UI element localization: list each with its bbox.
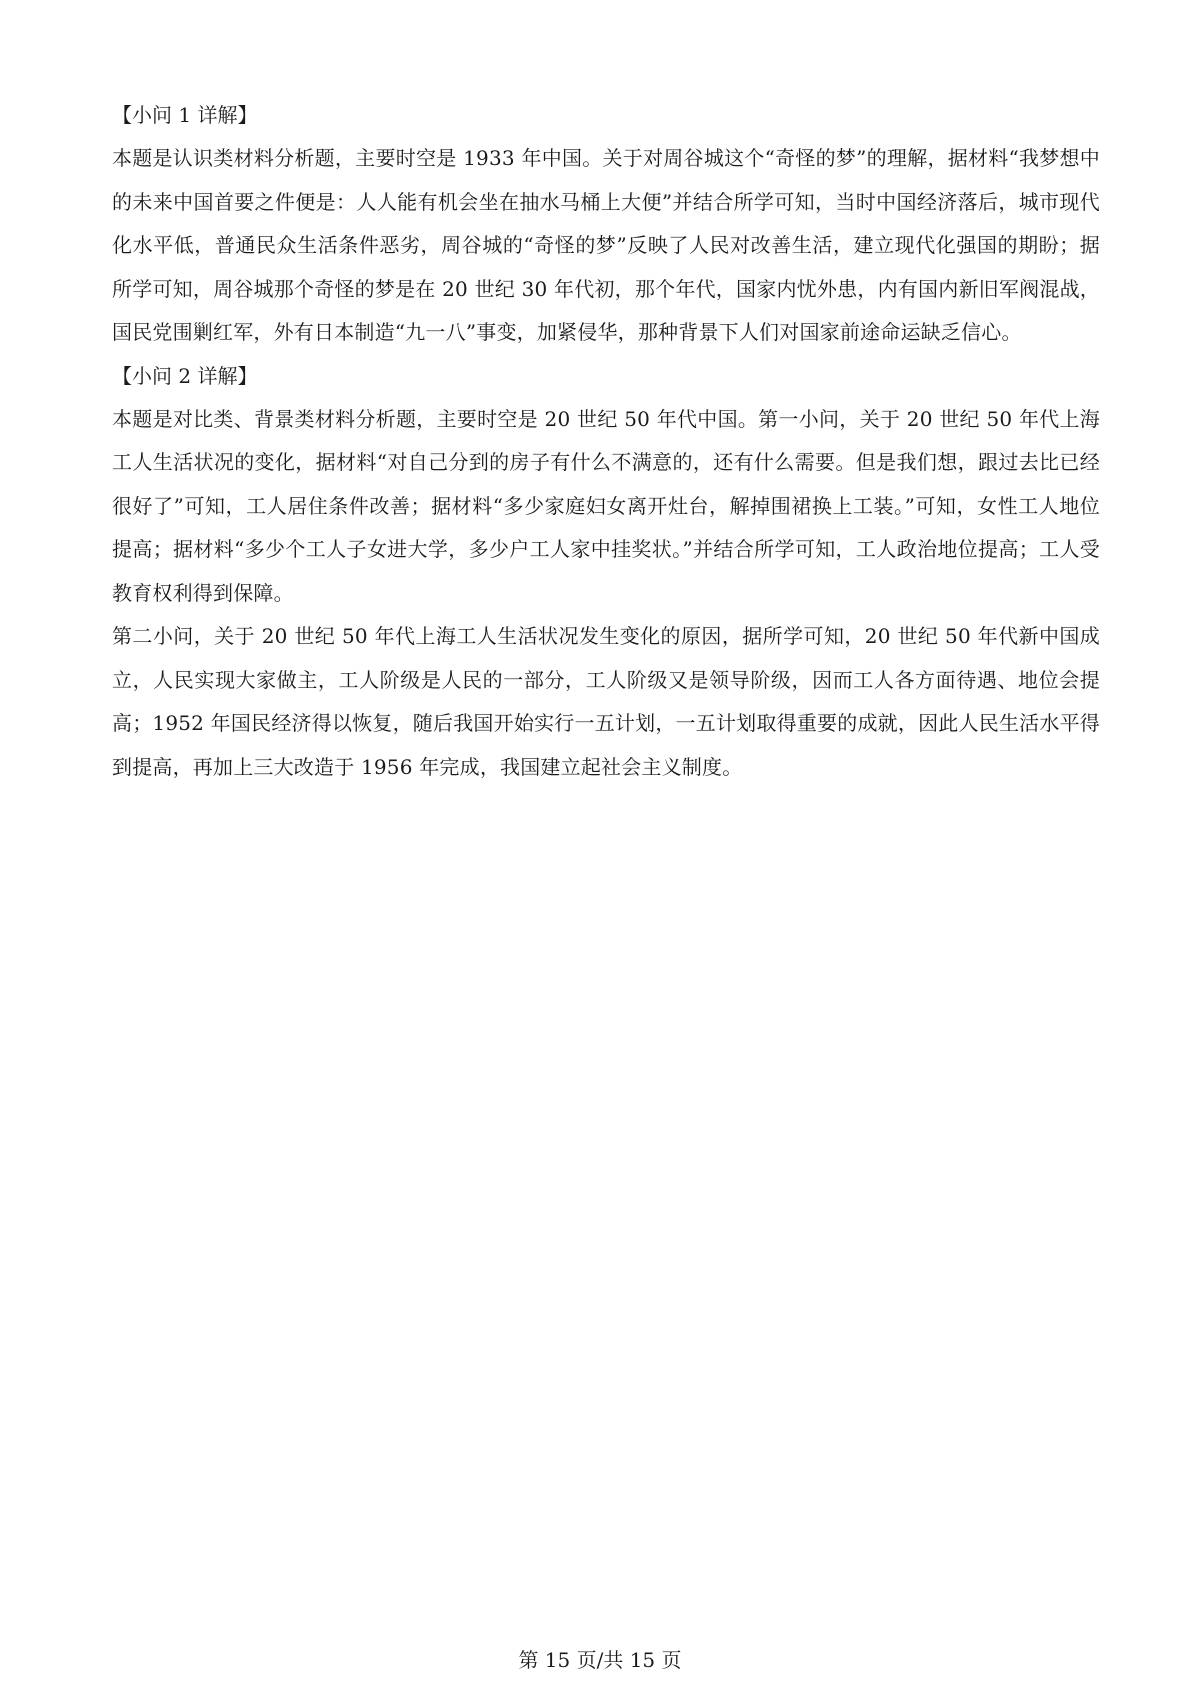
document-body xyxy=(112,94,1100,789)
paragraph: 本题是对比类、背景类材料分析题，主要时空是 20 世纪 50 年代中国。第一小问，关于 20 世纪 50 年代上海工人生活状况的变化，据材料“对自己分到的房子有什么不满意的，还有什么需要。但是我们想，跟过去比已经很好了”可知，工人居住条件改善；据材料“多少家庭妇女离开灶台，解掉围裙换上工装。”可知，女性工人地位提高；据材料“多少个工人子女进大学，多少户工人家中挂奖状。”并结合所学可知，工人政治地位提高；工人受教育权利得到保障。 xyxy=(112,406,1100,605)
paragraph: 第二小问，关于 20 世纪 50 年代上海工人生活状况发生变化的原因，据所学可知，20 世纪 50 年代新中国成立，人民实现大家做主，工人阶级是人民的一部分，工人阶级又是领导阶级，因而工人各方面待遇、地位会提高；1952 年国民经济得以恢复，随后我国开始实行一五计划，一五计划取得重要的成就，因此人民生活水平得到提高，再加上三大改造于 1956 年完成，我国建立起社会主义制度。 xyxy=(112,624,1100,779)
paragraph: 本题是认识类材料分析题，主要时空是 1933 年中国。关于对周谷城这个“奇怪的梦”的理解，据材料“我梦想中的未来中国首要之件便是：人人能有机会坐在抽水马桶上大便”并结合所学可知，当时中国经济落后，城市现代化水平低，普通民众生活条件恶劣，周谷城的“奇怪的梦”反映了人民对改善生活，建立现代化强国的期盼；据所学可知，周谷城那个奇怪的梦是在 20 世纪 30 年代初，那个年代，国家内忧外患，内有国内新旧军阀混战，国民党围剿红军，外有日本制造“九一八”事变，加紧侵华，那种背景下人们对国家前途命运缺乏信心。 xyxy=(112,146,1100,344)
section-heading-q2: 【小问 2 详解】 xyxy=(112,363,258,388)
page-number-footer: 第 15 页/共 15 页 xyxy=(518,1648,682,1672)
section-heading-q1: 【小问 1 详解】 xyxy=(112,103,258,127)
